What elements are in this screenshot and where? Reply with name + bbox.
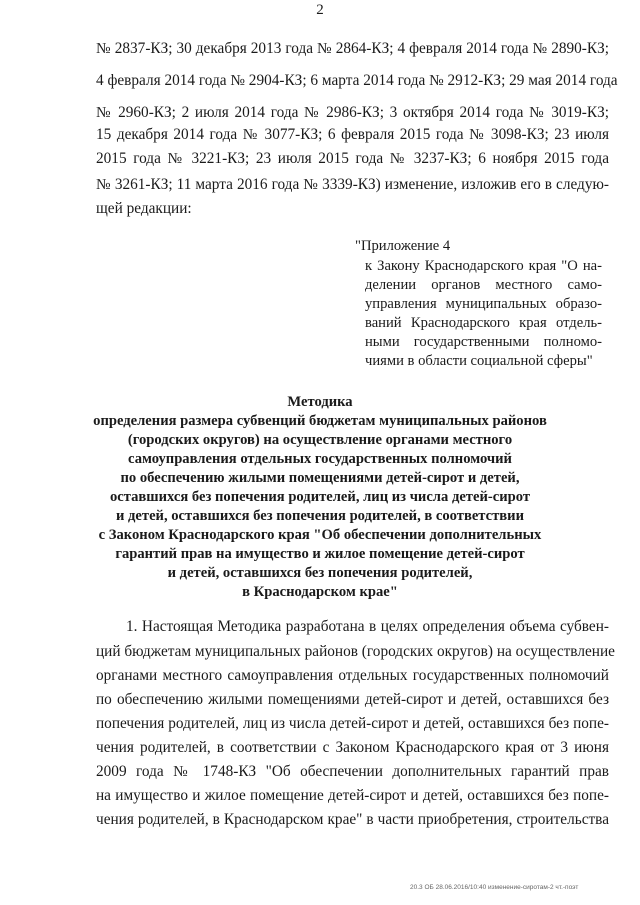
text-line: органами местного самоуправления отдельных государственных полномочий	[96, 667, 609, 684]
text-line: 4 февраля 2014 года № 2904-КЗ; 6 марта 2014 года № 2912-КЗ; 29 мая 2014 года	[96, 72, 618, 89]
appendix-line: ваний Краснодарского края отдель-	[365, 315, 602, 331]
text-line: чения родителей, в соответствии с Законом Краснодарского края от 3 июня	[96, 739, 609, 756]
appendix-line: управления муниципальных образо-	[365, 296, 602, 312]
text-line: по обеспечению жилыми помещениями детей-сирот и детей, оставшихся без	[96, 691, 609, 708]
text-line: щей редакции:	[96, 200, 192, 217]
heading-line: и детей, оставшихся без попечения родителей,	[167, 565, 473, 581]
text-line: ций бюджетам муниципальных районов (городских округов) на осуществление	[96, 643, 615, 660]
heading-line: определения размера субвенций бюджетам муниципальных районов	[93, 413, 547, 429]
text-line: 15 декабря 2014 года № 3077-КЗ; 6 февраля 2015 года № 3098-КЗ; 23 июля	[96, 126, 609, 143]
appendix-line: ными государственными полномо-	[365, 334, 602, 350]
heading-line: (городских округов) на осуществление органами местного	[127, 432, 513, 448]
heading-line: самоуправления отдельных государственных полномочий	[128, 451, 512, 467]
text-line: № 3261-КЗ; 11 марта 2016 года № 3339-КЗ) изменение, изложив его в следую-	[96, 176, 609, 193]
text-line: № 2960-КЗ; 2 июля 2014 года № 2986-КЗ; 3 октября 2014 года № 3019-КЗ;	[96, 104, 609, 121]
text-line: попечения родителей, лиц из числа детей-сирот и детей, оставшихся без попе-	[96, 715, 609, 732]
heading-line: с Законом Краснодарского края "Об обеспечении дополнительных	[98, 527, 542, 543]
appendix-line: чиями в области социальной сферы"	[365, 353, 593, 369]
heading-line: оставшихся без попечения родителей, лиц из числа детей-сирот	[110, 489, 530, 505]
text-line: чения родителей, в Краснодарском крае" в части приобретения, строительства	[96, 811, 609, 828]
text-line: 1. Настоящая Методика разработана в целях определения объема субвен-	[126, 618, 609, 635]
appendix-line: к Закону Краснодарского края "О на-	[365, 258, 602, 274]
text-line: 2009 года № 1748-КЗ "Об обеспечении дополнительных гарантий прав	[96, 763, 609, 780]
heading-line: в Краснодарском крае"	[242, 584, 398, 600]
appendix-line: "Приложение 4	[355, 238, 451, 254]
heading-line: гарантий прав на имущество и жилое помещение детей-сирот	[115, 546, 525, 562]
text-line: № 2837-КЗ; 30 декабря 2013 года № 2864-КЗ; 4 февраля 2014 года № 2890-КЗ;	[96, 40, 609, 57]
document-footer-code: 20.3 ОБ 28.06.2016/10:40 изменение-сиротам-2 чт.-поэт	[410, 884, 579, 891]
appendix-line: делении органов местного само-	[365, 277, 602, 293]
heading-title: Методика	[287, 394, 353, 410]
text-line: 2015 года № 3221-КЗ; 23 июля 2015 года № 3237-КЗ; 6 ноября 2015 года	[96, 150, 609, 167]
heading-line: по обеспечению жилыми помещениями детей-сирот и детей,	[120, 470, 520, 486]
page-number: 2	[316, 2, 324, 18]
text-line: на имущество и жилое помещение детей-сирот и детей, оставшихся без попе-	[96, 787, 609, 804]
heading-line: и детей, оставшихся без попечения родителей, в соответствии	[115, 508, 524, 524]
